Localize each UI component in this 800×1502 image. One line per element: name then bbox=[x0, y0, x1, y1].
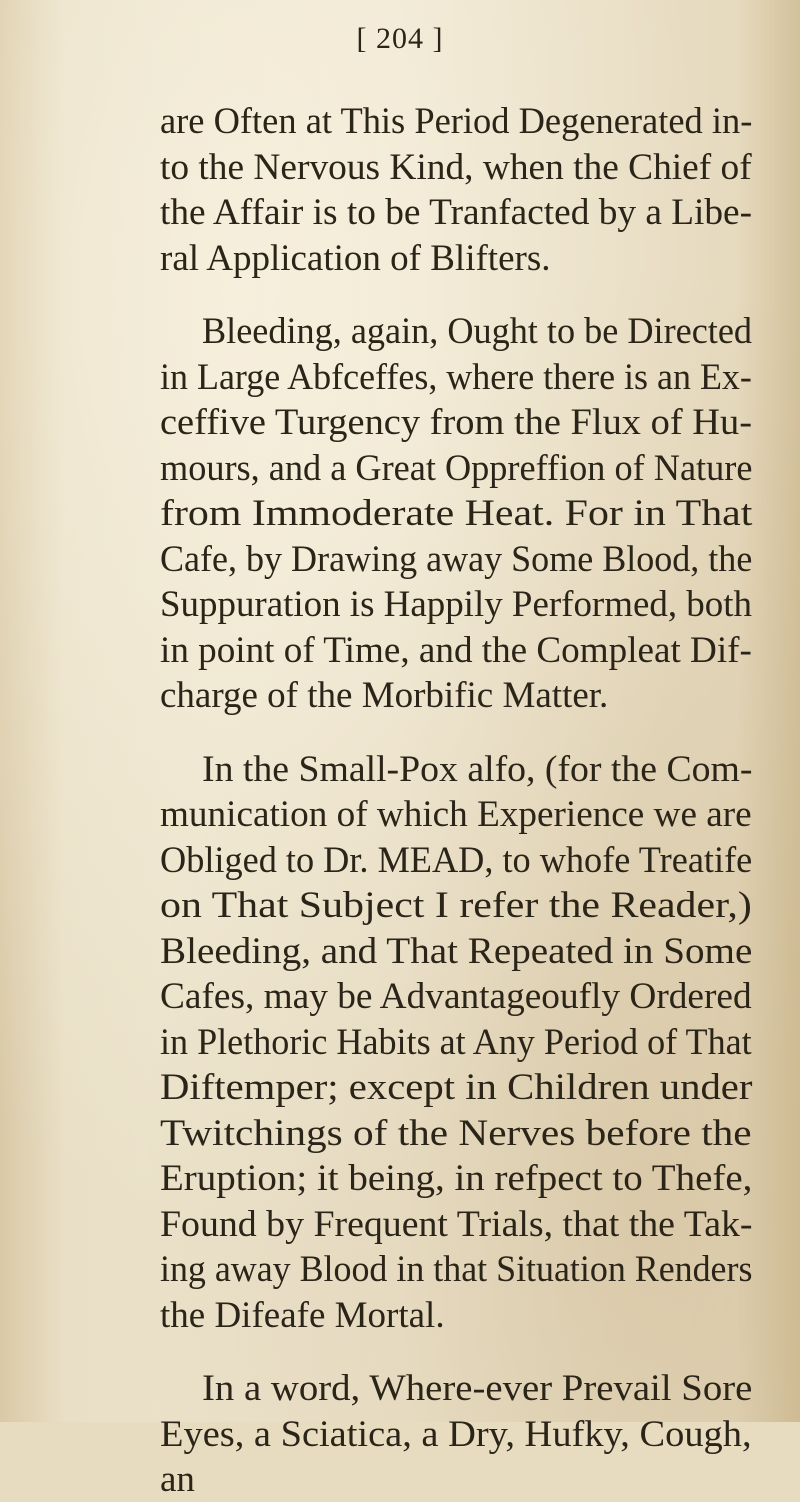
text-line: Twitchings of the Nerves before the bbox=[160, 1112, 752, 1154]
text-line: Eruption; it being, in refpect to Thefe, bbox=[160, 1158, 753, 1199]
text-line: Diftemper; except in Children under bbox=[160, 1067, 753, 1108]
text-line: In the Small-Pox alfo, (for the Com- bbox=[202, 748, 753, 790]
text-line: munication of which Experience we are bbox=[160, 794, 752, 835]
text-line: mours, and a Great Oppreffion of Nature bbox=[160, 447, 753, 489]
text-line: from Immoderate Heat. For in That bbox=[160, 493, 753, 534]
text-line: in Large Abfceffes, where there is an Ex- bbox=[160, 356, 752, 398]
text-line: ral Application of Blifters. bbox=[160, 237, 551, 279]
text-line: Suppuration is Happily Performed, both bbox=[160, 584, 752, 625]
text-line: ceffive Turgency from the Flux of Hu- bbox=[160, 402, 753, 443]
text-line: Found by Frequent Trials, that the Tak- bbox=[160, 1203, 753, 1245]
text-line: the Affair is to be Tranfacted by a Libe- bbox=[160, 192, 753, 233]
text-line: on That Subject I refer the Reader,) bbox=[160, 885, 752, 926]
text-line: ing away Blood in that Situation Renders bbox=[160, 1249, 753, 1290]
text-line: Bleeding, and That Repeated in Some bbox=[160, 930, 753, 972]
text-line: Eyes, a Sciatica, a Dry, Hufky, Cough, bbox=[160, 1413, 752, 1455]
text-line: an bbox=[160, 1459, 195, 1500]
text-line: are Often at This Period Degenerated in- bbox=[160, 101, 753, 142]
text-line: Cafe, by Drawing away Some Blood, the bbox=[160, 538, 753, 580]
text-line: Obliged to Dr. MEAD, to whofe Treatife bbox=[160, 839, 753, 881]
text-line: in point of Time, and the Compleat Dif- bbox=[160, 629, 752, 671]
text-line: the Difeafe Mortal. bbox=[160, 1294, 445, 1336]
text-line: Bleeding, again, Ought to be Directed bbox=[202, 311, 753, 352]
text-line: Cafes, may be Advantageoufly Ordered bbox=[160, 976, 752, 1017]
text-line: In a word, Where-ever Prevail Sore bbox=[202, 1368, 753, 1409]
page-number: [ 204 ] bbox=[356, 22, 444, 55]
text-line: charge of the Morbific Matter. bbox=[160, 675, 609, 716]
text-line: in Plethoric Habits at Any Period of That bbox=[160, 1021, 752, 1063]
text-line: to the Nervous Kind, when the Chief of bbox=[160, 146, 752, 188]
